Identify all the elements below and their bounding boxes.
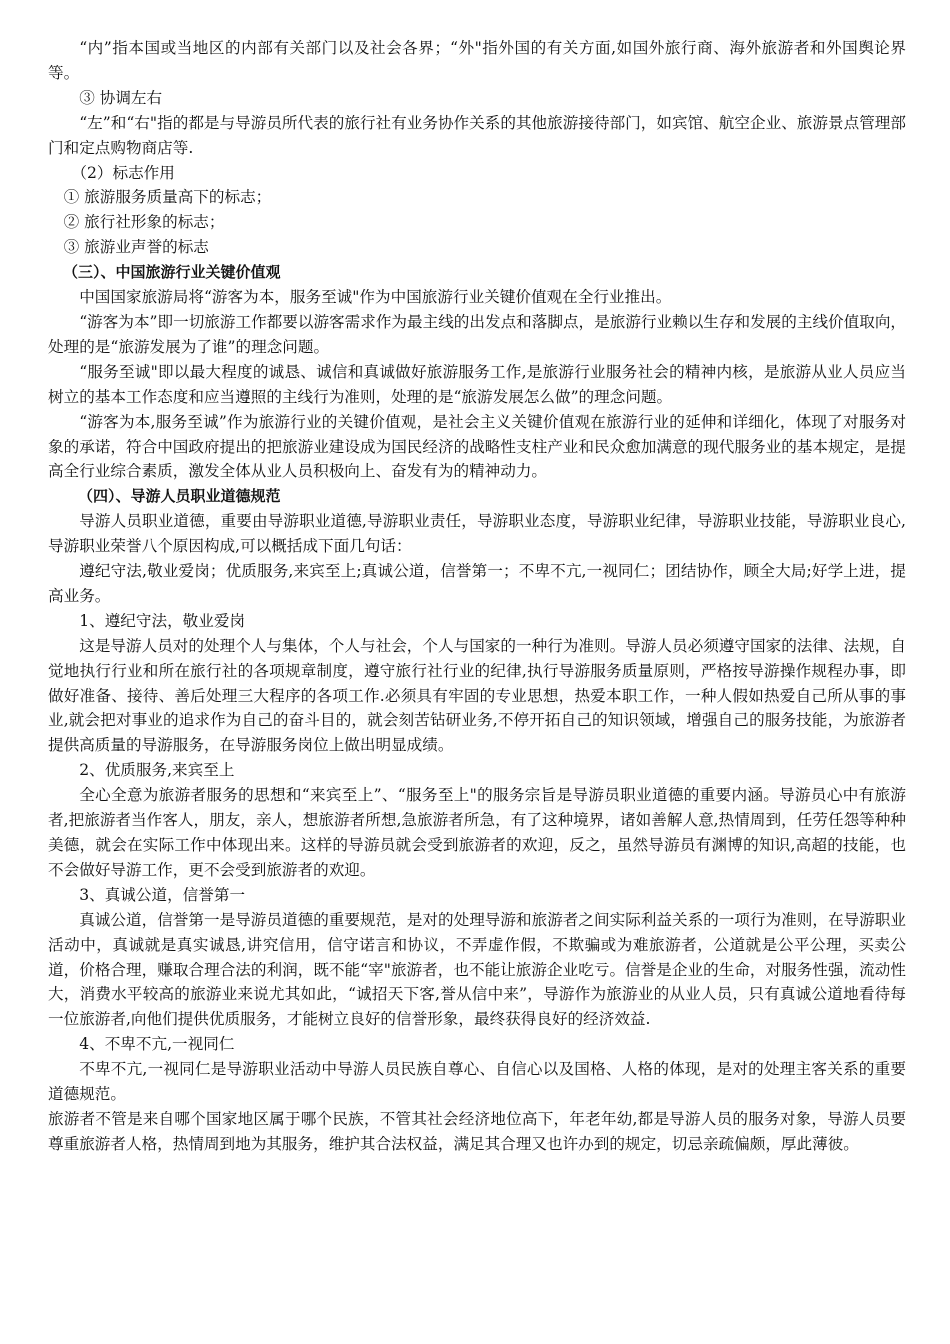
paragraph-honesty: 真诚公道，信誉第一是导游员道德的重要规范，是对的处理导游和旅游者之间实际利益关系的一项行为准则，在导游职业活动中，真诚就是真实诚恳,讲究信用，信守诺言和协议，不弄虚作假，不欺骗或为难旅游者，公道就是公平公理，买卖公道，价格合理，赚取合理合法的利润，既不能“宰"旅游者，也不能让旅游企业吃亏。信誉是企业的生命，对服务性强，流动性大，消费水平较高的旅游业来说尤其如此，“诚招天下客,誉从信中来”，导游作为旅游业的从业人员，只有真诚公道地看待每一位旅游者,向他们提供优质服务，才能树立良好的信誉形象，最终获得良好的经济效益. (48, 910, 906, 1029)
section-heading-core-values: （三）、中国旅游行业关键价值观 (63, 263, 281, 282)
subheading-law-abiding: 1、遵纪守法，敬业爱岗 (79, 611, 246, 630)
list-item-agency-image: ② 旅行社形象的标志； (63, 213, 225, 232)
paragraph-sincere-service: “服务至诚"即以最大程度的诚恳、诚信和真诚做好旅游服务工作,是旅游行业服务社会的精神内核，是旅游从业人员应当树立的基本工作态度和应当遵照的主线行为准则，处理的是“旅游发展怎么做”的理念问题。 (48, 362, 906, 406)
paragraph-inner-outer-definition: “内”指本国或当地区的内部有关部门以及社会各界；“外"指外国的有关方面,如国外旅行商、海外旅游者和外国舆论界等。 (48, 39, 906, 82)
subheading-quality-service: 2、优质服务,来宾至上 (79, 761, 235, 780)
paragraph-core-values-intro: 中国国家旅游局将“游客为本，服务至诚"作为中国旅游行业关键价值观在全行业推出。 (79, 288, 672, 307)
paragraph-ethics-summary: 遵纪守法,敬业爱岗；优质服务,来宾至上;真诚公道，信誉第一；不卑不亢,一视同仁；团结协作，顾全大局;好学上进，提高业务。 (48, 562, 906, 605)
paragraph-equal-treatment: 不卑不亢,一视同仁是导游职业活动中导游人员民族自尊心、自信心以及国格、人格的体现，是对的处理主客关系的重要道德规范。 (48, 1060, 906, 1104)
paragraph-tourist-first: “游客为本”即一切旅游工作都要以游客需求作为最主线的出发点和落脚点，是旅游行业赖以生存和发展的主线价值取向，处理的是“旅游发展为了谁”的理念问题。 (48, 312, 907, 356)
paragraph-quality-service: 全心全意为旅游者服务的思想和“来宾至上”、“服务至上"的服务宗旨是导游员职业道德的重要内涵。导游员心中有旅游者,把旅游者当作客人，朋友，亲人，想旅游者所想,急旅游者所急，有了这种境界，诸如善解人意,热情周到，任劳任怨等种种美德，就会在实际工作中体现出来。这样的导游员就会受到旅游者的欢迎，反之，虽然导游员有渊博的知识,高超的技能，也不会做好导游工作，更不会受到旅游者的欢迎。 (48, 786, 906, 879)
paragraph-ethics-intro: 导游人员职业道德，重要由导游职业道德,导游职业责任，导游职业态度，导游职业纪律，导游职业技能，导游职业良心,导游职业荣誉八个原因构成,可以概括成下面几句话： (48, 512, 906, 556)
paragraph-core-values-summary: “游客为本,服务至诚”作为旅游行业的关键价值观，是社会主义关键价值观在旅游行业的延伸和详细化，体现了对服务对象的承诺，符合中国政府提出的把旅游业建设成为国民经济的战略性支柱产业和民众愈加满意的现代服务业的基本规定，是提高全行业综合素质，激发全体从业人员积极向上、奋发有为的精神动力。 (48, 412, 906, 481)
list-item-industry-reputation: ③ 旅游业声誉的标志 (63, 238, 209, 257)
section-heading-guide-ethics: （四）、导游人员职业道德规范 (78, 487, 281, 506)
list-item-service-quality: ① 旅游服务质量高下的标志； (63, 188, 272, 207)
subheading-honesty: 3、真诚公道，信誉第一 (79, 885, 246, 904)
paragraph-law-abiding: 这是导游人员对的处理个人与集体，个人与社会，个人与国家的一种行为准则。导游人员必须遵守国家的法律、法规，自觉地执行行业和所在旅行社的各项规章制度，遵守旅行社行业的纪律,执行导游服务质量原则，严格按导游操作规程办事，即做好准备、接待、善后处理三大程序的各项工作.必须具有牢固的专业思想，热爱本职工作，一种人假如热爱自己所从事的事业,就会把对事业的追求作为自己的奋斗目的，就会刻苦钻研业务,不停开拓自己的知识领域，增强自己的服务技能，为旅游者提供高质量的导游服务，在导游服务岗位上做出明显成绩。 (48, 636, 906, 755)
list-item-coordinate-left-right: ③ 协调左右 (79, 88, 163, 107)
paragraph-all-tourists: 旅游者不管是来自哪个国家地区属于哪个民族，不管其社会经济地位高下，年老年幼,都是导游人员的服务对象，导游人员要尊重旅游者人格，热情周到地为其服务，维护其合法权益，满足其合理又也许办到的规定，切忌亲疏偏颇，厚此薄彼。 (48, 1109, 906, 1153)
document-page (48, 36, 906, 1157)
subheading-symbol-function: （2）标志作用 (71, 163, 175, 182)
subheading-equal-treatment: 4、不卑不亢,一视同仁 (79, 1035, 235, 1054)
paragraph-left-right-definition: “左”和“右"指的都是与导游员所代表的旅行社有业务协作关系的其他旅游接待部门，如宾馆、航空企业、旅游景点管理部门和定点购物商店等. (48, 113, 906, 157)
